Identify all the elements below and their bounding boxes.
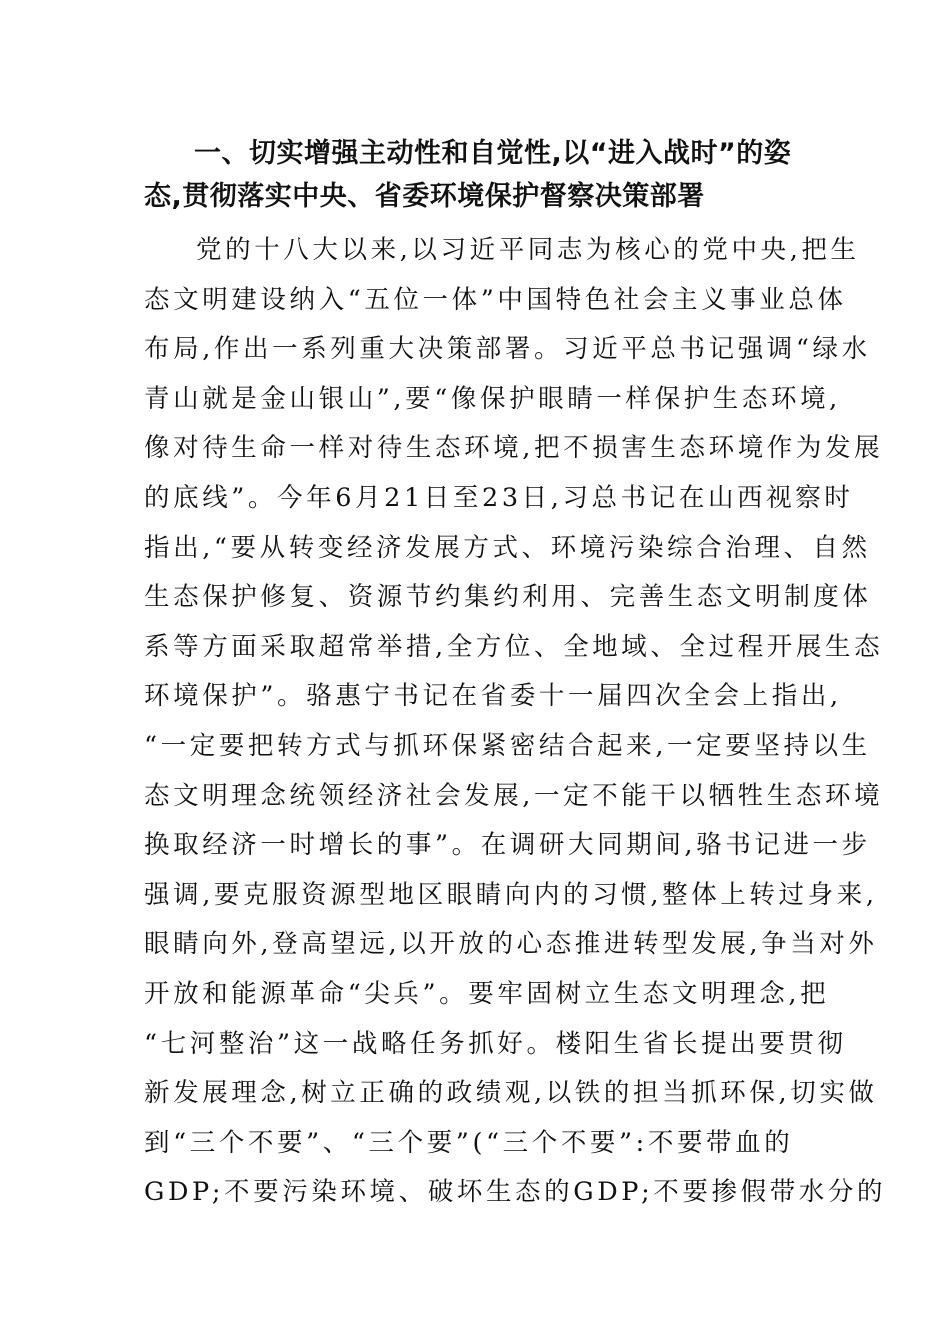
- paragraph-line: “一定要把转方式与抓环保紧密结合起来,一定要坚持以生: [144, 730, 871, 761]
- paragraph-line: 像对待生命一样对待生态环境,把不损害生态环境作为发展: [144, 433, 884, 464]
- paragraph-line: 到“三个不要”、“三个要”(“三个不要”:不要带血的: [144, 1127, 794, 1158]
- paragraph-line: 态文明理念统领经济社会发展,一定不能干以牺牲生态环境: [144, 780, 884, 811]
- paragraph-line: 开放和能源革命“尖兵”。要牢固树立生态文明理念,把: [144, 978, 830, 1009]
- paragraph-line: 生态保护修复、资源节约集约利用、完善生态文明制度体: [144, 582, 872, 613]
- paragraph-line: 的底线”。今年6月21日至23日,习总书记在山西视察时: [144, 482, 854, 513]
- paragraph-line: GDP;不要污染环境、破坏生态的GDP;不要掺假带水分的: [144, 1177, 887, 1208]
- heading-line: 态,贯彻落实中央、省委环境保护督察决策部署: [144, 181, 705, 212]
- paragraph-line: 眼睛向外,登高望远,以开放的心态推进转型发展,争当对外: [144, 929, 878, 960]
- paragraph-line: 新发展理念,树立正确的政绩观,以铁的担当抓环保,切实做: [144, 1078, 878, 1109]
- section-heading: [144, 132, 806, 218]
- paragraph-line: 党的十八大以来,以习近平同志为核心的党中央,把生: [196, 235, 860, 265]
- paragraph-line: 布局,作出一系列重大决策部署。习近平总书记强调“绿水: [144, 334, 871, 365]
- paragraph-line: 青山就是金山银山”,要“像保护眼睛一样保护生态环境,: [144, 383, 841, 414]
- paragraph-line: 强调,要克服资源型地区眼睛向内的习惯,整体上转过身来,: [144, 879, 878, 910]
- paragraph-line: 态文明建设纳入“五位一体”中国特色社会主义事业总体: [144, 284, 847, 315]
- paragraph-line: 系等方面采取超常举措,全方位、全地域、全过程开展生态: [144, 631, 884, 662]
- body-paragraph: [144, 226, 887, 1218]
- paragraph-line: 环境保护”。骆惠宁书记在省委十一届四次全会上指出,: [144, 681, 842, 712]
- paragraph-line: 换取经济一时增长的事”。在调研大同期间,骆书记进一步: [144, 830, 871, 861]
- paragraph-line: 指出,“要从转变经济发展方式、环境污染综合治理、自然: [144, 532, 871, 563]
- heading-line: 一、切实增强主动性和自觉性,以“进入战时”的姿: [194, 138, 792, 169]
- paragraph-line: “七河整治”这一战略任务抓好。楼阳生省长提出要贯彻: [144, 1028, 847, 1059]
